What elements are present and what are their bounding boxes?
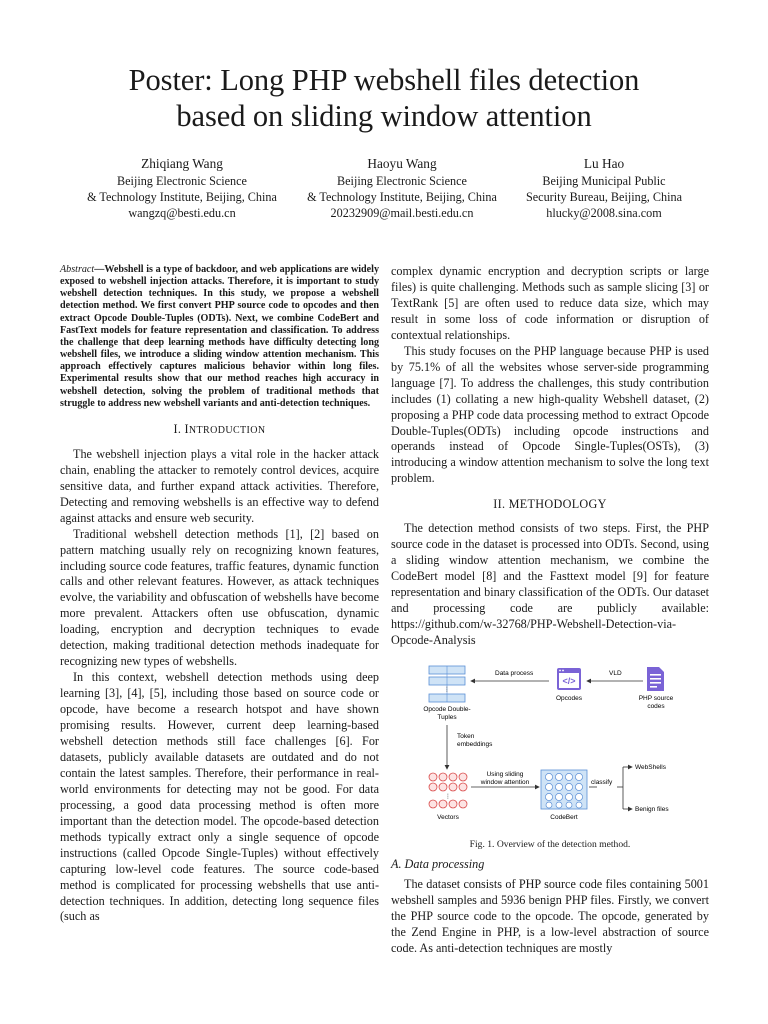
classify-label: classify [591, 778, 613, 786]
detection-overview-figure [391, 659, 709, 839]
author-1 [62, 154, 302, 221]
abstract [60, 264, 379, 410]
author-email: 20232909@mail.besti.edu.cn [330, 206, 474, 220]
webshells-label: WebShells [635, 763, 666, 771]
author-affiliation: Beijing Municipal Public [542, 174, 666, 188]
author-affiliation: Beijing Electronic Science [117, 174, 247, 188]
abstract-label: Abstract [60, 264, 95, 275]
code-icon [557, 668, 581, 690]
abstract-text: —Webshell is a type of backdoor, and web applications are widely exposed to webshell injection attacks. Therefore, it is important to study webshell detection techniques. In this study, we propose a webshell detection method. We first convert PHP source code to opcodes and then extract Opcode Double-Tuples (ODTs). Next, we combine CodeBert and FastText models for feature representation and classification. To address the challenge that deep learning methods have difficulty detecting long webshell files, we introduce a sliding window attention mechanism. This approach effectively captures malicious behavior within long files. Experimental results show that our method reaches high accuracy in webshell detection, solving the problem of traditional methods that struggle to address new webshell variants and anti-detection techniques. [60, 264, 379, 409]
odt-label: Opcode Double- [423, 705, 471, 713]
left-column [60, 264, 379, 925]
intro-paragraph: In this context, webshell detection methods using deep learning [3], [4], [5], including those based on source code or opcode, have become a research hotspot and have shown promising results. However, current deep learning-based webshell detection methods still face challenges [6]. For datasets, publicly available datasets are outdated and do not contain the latest samples. Therefore, their performance in real-world environments for detecting may not be good. For data processing, a good data processing method is often more important than the detection model. The opcode-based detection methods typically extract only a single sequence of opcode instructions (called Opcode Single-Tuples) without effectively capturing low-level code features. The source code-based method is complicated for processing webshells that use anti-detection techniques. In addition, detecting long sequence files (such as [60, 670, 379, 924]
method-paragraph: The detection method consists of two steps. First, the PHP source code in the dataset is processed into ODTs. Second, using a sliding window attention mechanism, we combine the CodeBert model [8] and the Fasttext model [9] for feature representation and binary classification of the ODTs. Our dataset and processing code are publicly available: https://github.com/w-32768/PHP-Webshell-Detection-via-Opcode-Analysis [391, 521, 709, 647]
svg-text:⋮: ⋮ [445, 793, 451, 800]
benign-label: Benign files [635, 805, 669, 813]
codebert-block [541, 770, 587, 809]
body-paragraph: This study focuses on the PHP language because PHP is used by 75.1% of all the websites whose server-side programming language [7]. To address the challenges, this study contribution includes (1) collating a new high-quality Webshell dataset, (2) proposing a PHP code data processing method to extract Opcode Double-Tuples(ODTs) including opcode instructions and operands instead of Opcode Single-Tuples(OSTs), (3) introducing a window attention mechanism to solve the long text problem. [391, 343, 709, 486]
author-name: Lu Hao [583, 156, 625, 171]
subsection-heading: A. Data processing [391, 856, 485, 871]
author-affiliation: & Technology Institute, Beijing, China [307, 190, 497, 204]
php-source-label: PHP source [638, 694, 674, 702]
author-email: wangzq@besti.edu.cn [128, 206, 236, 220]
body-paragraph: complex dynamic encryption and decryption scripts or large files) is quite challenging. Methods such as sample slicing [3] or TextRank [5] are often used to reduce data size, which may result in some loss of code information or disruption of contextual relationships. [391, 264, 709, 342]
section-heading-introduction: I. INTRODUCTION [173, 421, 266, 436]
right-column [391, 264, 709, 957]
author-affiliation: Security Bureau, Beijing, China [525, 190, 683, 204]
intro-paragraph: Traditional webshell detection methods [1], [2] based on pattern matching usually rely on recognizing known features, including source code features, traffic features, dynamic function calls and other relevant features. However, as attack techniques evolve, the variability and obfuscation of webshells have become more prevalent. Attackers often use obfuscation, dynamic loading, encryption and decryption techniques to evade detection, making traditional detection methods inadequate for recognizing new types of webshells. [60, 526, 379, 669]
sliding-label: Using sliding [486, 770, 524, 778]
data-process-label: Data process [495, 669, 534, 677]
author-3 [484, 154, 724, 221]
title-line-2: based on sliding window attention [176, 99, 592, 133]
intro-paragraph: The webshell injection plays a vital role in the hacker attack chain, enabling the attacker to remotely control devices, acquire sensitive data, and further expand attack activities. Therefore, Detecting and removing webshells is an effective way to defend against attacks and ensure web security. [60, 446, 379, 525]
vld-label: VLD [609, 669, 622, 677]
title-line-1: Poster: Long PHP webshell files detection [128, 63, 640, 97]
token-label: embeddings [457, 740, 493, 748]
opcodes-label: Opcodes [555, 694, 583, 702]
author-block [0, 154, 768, 224]
sliding-label: window attention [480, 778, 530, 786]
token-label: Token [457, 732, 475, 740]
author-email: hlucky@2008.sina.com [546, 206, 662, 220]
section-heading-methodology: II. METHODOLOGY [493, 497, 607, 512]
author-name: Haoyu Wang [367, 156, 437, 171]
php-file-icon [647, 667, 664, 691]
vector-circles [429, 773, 467, 808]
author-name: Zhiqiang Wang [141, 156, 223, 171]
detection-diagram [391, 659, 709, 839]
svg-text:</>: </> [562, 675, 576, 686]
svg-text:⋮: ⋮ [444, 686, 450, 693]
odt-label: Tuples [437, 713, 457, 721]
vectors-label: Vectors [437, 813, 459, 821]
data-processing-paragraph: The dataset consists of PHP source code files containing 5001 webshell samples and 5936 benign PHP files. Firstly, we convert the PHP source code to the opcode. The opcode, generated by the Zend Engine in PHP, is a low-level abstraction of source code. As anti-detection techniques are mostly [391, 876, 709, 955]
codebert-label: CodeBert [550, 813, 578, 821]
figure-caption: Fig. 1. Overview of the detection method. [469, 838, 631, 850]
paper-title [40, 62, 728, 134]
author-affiliation: & Technology Institute, Beijing, China [87, 190, 277, 204]
author-affiliation: Beijing Electronic Science [337, 174, 467, 188]
php-source-label: codes [647, 702, 665, 710]
odt-boxes [429, 666, 465, 702]
